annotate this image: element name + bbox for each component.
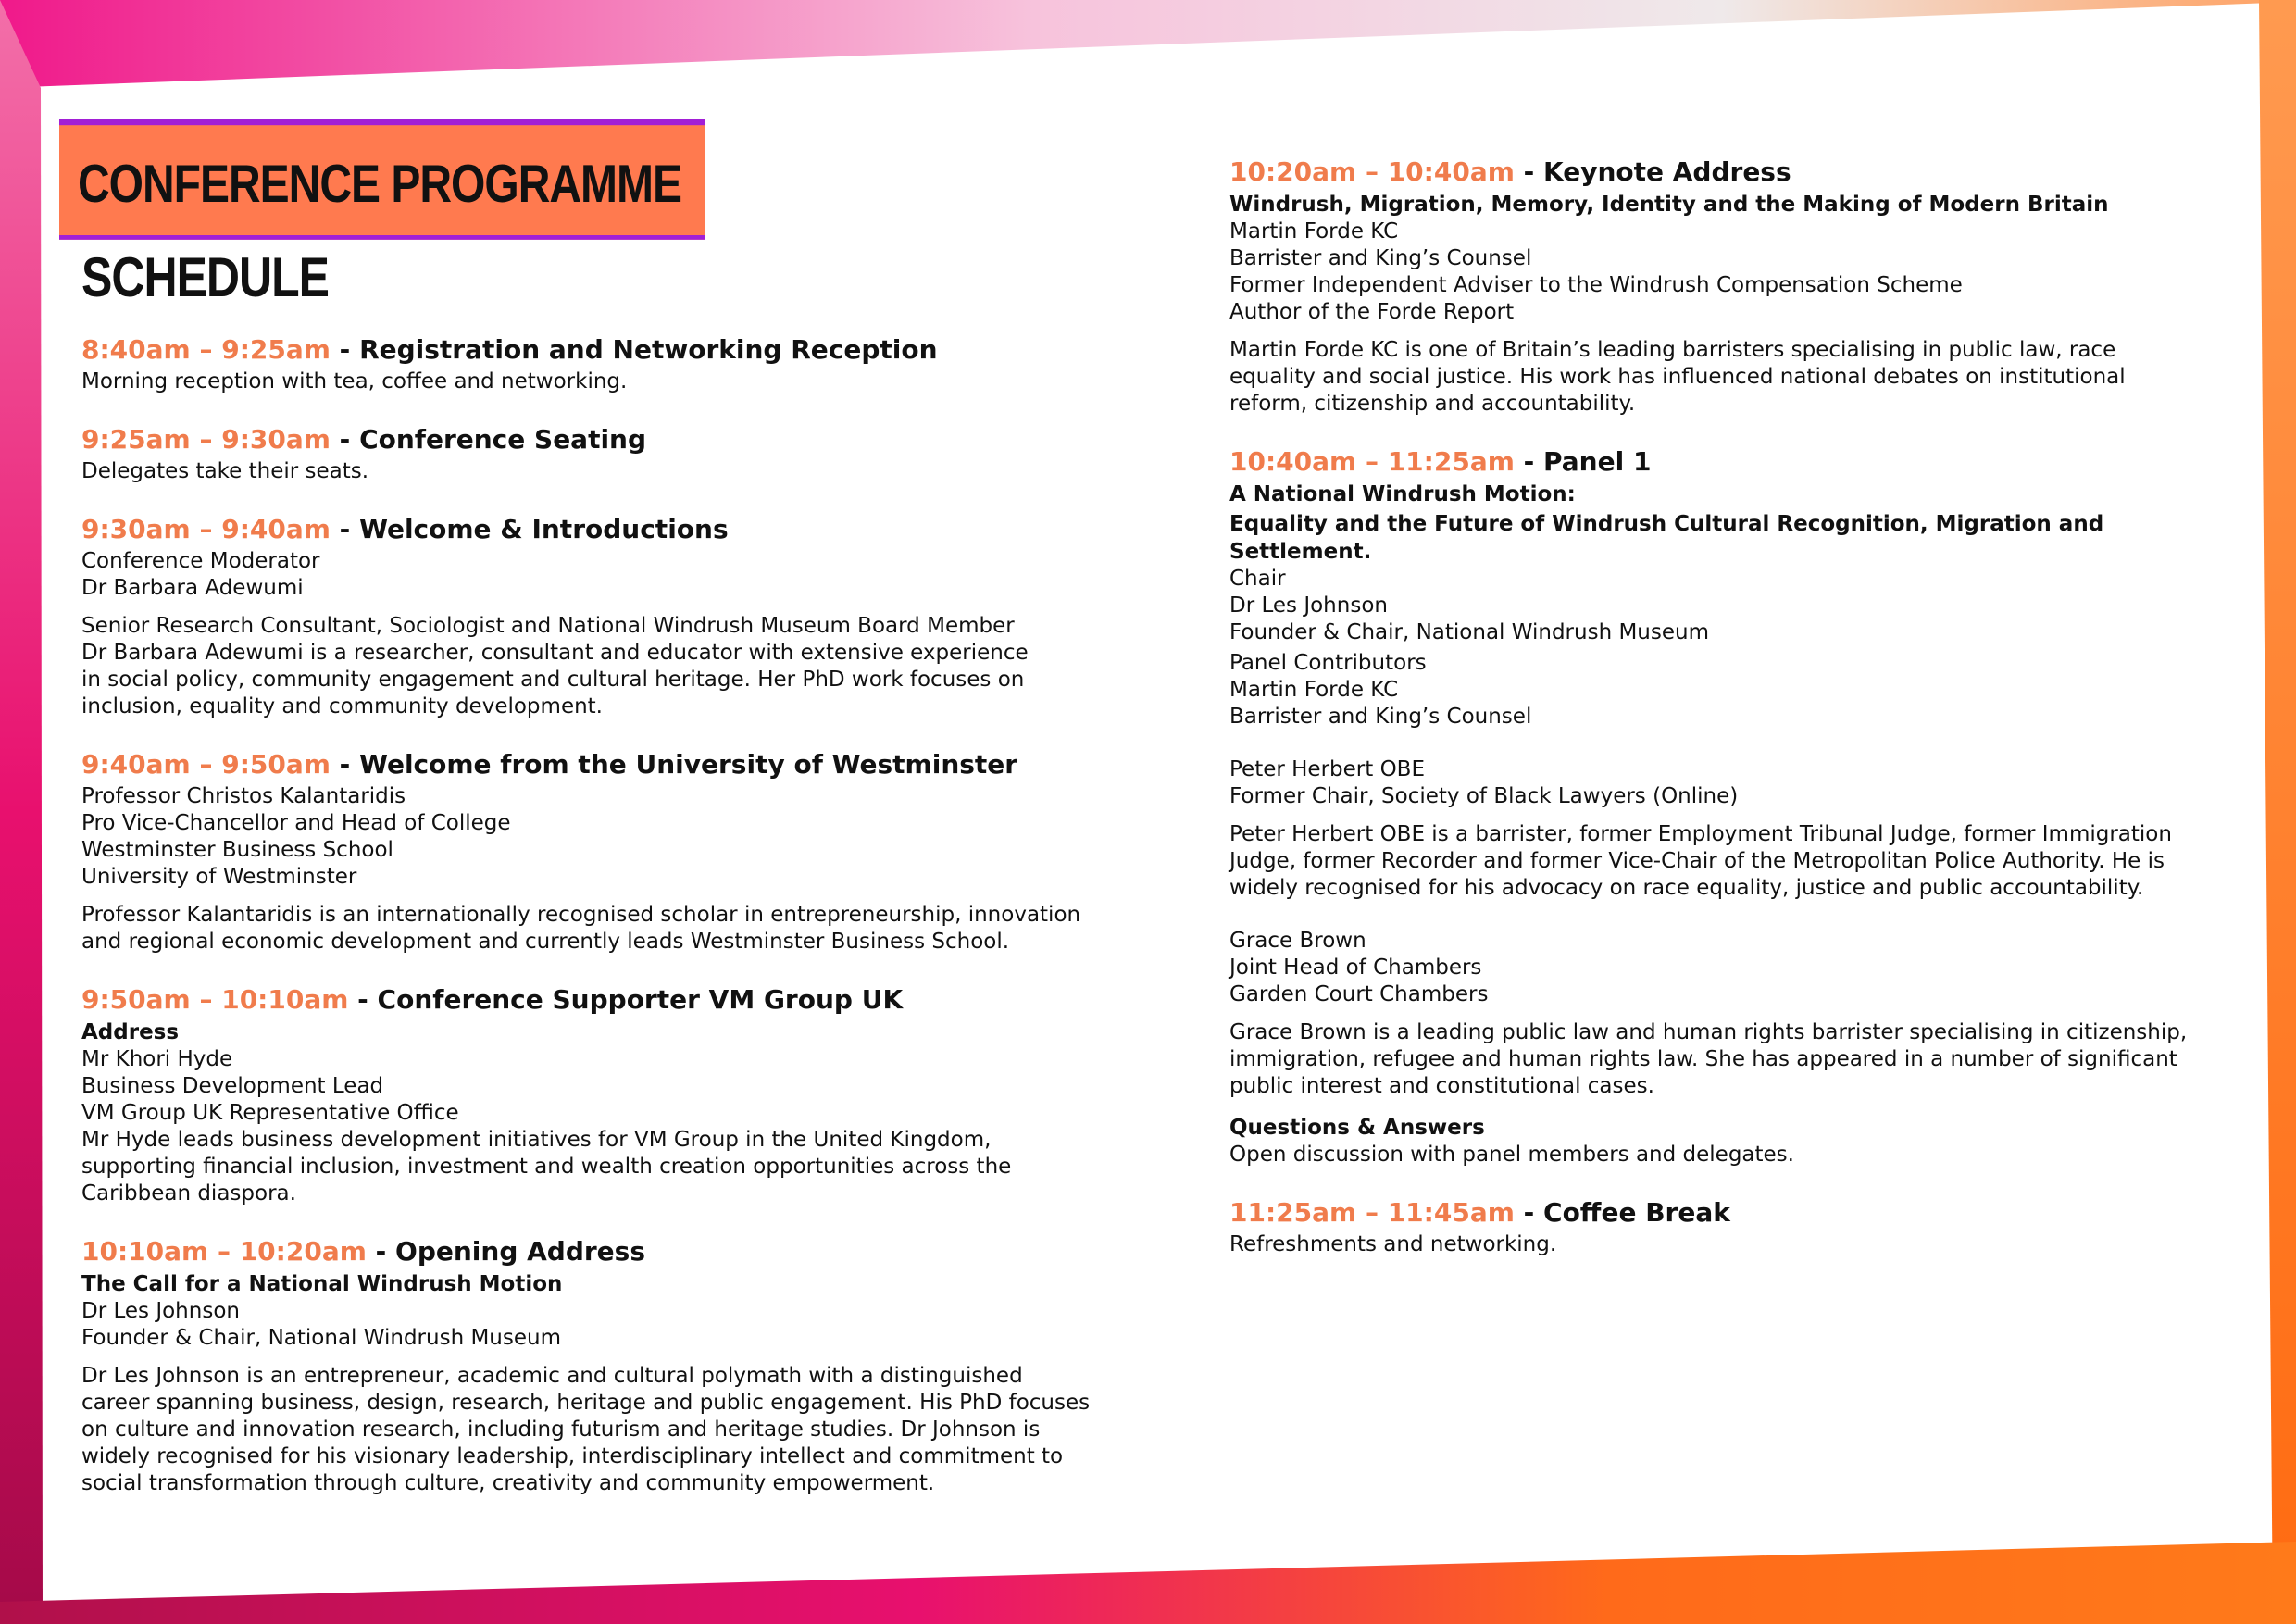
session-title: Welcome from the University of Westminster: [359, 749, 1018, 780]
session-heading: [1229, 156, 2202, 189]
spacer: [1229, 731, 2202, 756]
speaker-role: Joint Head of Chambers: [1229, 956, 1482, 980]
session-time: 9:40am – 9:50am: [81, 749, 331, 780]
speaker-role: University of Westminster: [81, 865, 357, 889]
bio-line: Peter Herbert OBE is a barrister, former Employment Tribunal Judge, former Immigration: [1229, 822, 2172, 846]
session-heading: [81, 513, 1100, 546]
speaker-name: Mr Khori Hyde: [81, 1047, 233, 1071]
session-separator: -: [366, 1236, 396, 1267]
speaker-role: Author of the Forde Report: [1229, 300, 1515, 324]
session-separator: -: [330, 514, 360, 544]
speaker-role: Garden Court Chambers: [1229, 982, 1489, 1006]
speaker-role: Conference Moderator: [81, 549, 320, 573]
bio-line: inclusion, equality and community development.: [81, 694, 603, 718]
bio-line: widely recognised for his visionary leadership, interdisciplinary intellect and commitment to: [81, 1444, 1064, 1468]
speaker-bio: [1229, 337, 2202, 418]
speaker-bio: [81, 613, 1100, 720]
speaker-name: Martin Forde KC: [1229, 219, 1399, 244]
speaker-role: Barrister and King’s Counsel: [1229, 246, 1532, 270]
chair-role: Founder & Chair, National Windrush Museum: [1229, 620, 1709, 644]
speaker-name: Grace Brown: [1229, 929, 1366, 953]
session-title: Conference Seating: [359, 424, 647, 455]
session-heading: [1229, 1196, 2202, 1230]
speaker-role: Barrister and King’s Counsel: [1229, 705, 1532, 729]
session-subtitle: Windrush, Migration, Memory, Identity and the Making of Modern Britain: [1229, 193, 2109, 217]
spacer: [1229, 902, 2202, 928]
right-column: [1229, 156, 2202, 1286]
bio-line: public interest and constitutional cases.: [1229, 1074, 1654, 1098]
bio-line: Martin Forde KC is one of Britain’s leading barristers specialising in public law, race: [1229, 338, 2116, 362]
left-column: [81, 333, 1100, 1525]
session-title: Registration and Networking Reception: [359, 334, 938, 365]
session-opening-address: [81, 1235, 1100, 1497]
speaker-role: Business Development Lead: [81, 1074, 384, 1098]
session-description: Delegates take their seats.: [81, 459, 369, 483]
speaker-role: Former Independent Adviser to the Windrush Compensation Scheme: [1229, 273, 1963, 297]
session-time: 9:25am – 9:30am: [81, 424, 331, 455]
page-header: [78, 119, 705, 309]
speaker-name: Peter Herbert OBE: [1229, 757, 1425, 781]
session-separator: -: [330, 749, 360, 780]
session-description: Morning reception with tea, coffee and networking.: [81, 369, 628, 394]
session-heading: [81, 1235, 1100, 1268]
session-westminster-welcome: [81, 748, 1100, 956]
bio-line: Grace Brown is a leading public law and human rights barrister specialising in citizenship,: [1229, 1020, 2188, 1044]
session-separator: -: [330, 334, 360, 365]
session-subtitle: Address: [81, 1020, 180, 1044]
bio-line: Mr Hyde leads business development initiatives for VM Group in the United Kingdom,: [81, 1128, 992, 1152]
session-subtitle: The Call for a National Windrush Motion: [81, 1272, 563, 1296]
session-separator: -: [348, 984, 378, 1015]
chair-name: Dr Les Johnson: [1229, 593, 1388, 618]
bio-line: Caribbean diaspora.: [81, 1181, 296, 1206]
session-heading: [81, 423, 1100, 456]
session-title: Keynote Address: [1543, 156, 1791, 187]
speaker-name: Dr Les Johnson: [81, 1299, 240, 1323]
session-keynote: [1229, 156, 2202, 418]
session-time: 10:10am – 10:20am: [81, 1236, 367, 1267]
bio-line: social transformation through culture, creativity and community empowerment.: [81, 1471, 935, 1495]
bio-line: Dr Les Johnson is an entrepreneur, academic and cultural polymath with a distinguished: [81, 1364, 1023, 1388]
speaker-role: VM Group UK Representative Office: [81, 1101, 459, 1125]
session-coffee-break: [1229, 1196, 2202, 1258]
bio-line: reform, citizenship and accountability.: [1229, 392, 1636, 416]
qa-description: Open discussion with panel members and delegates.: [1229, 1143, 1794, 1167]
speaker-role: Former Chair, Society of Black Lawyers (Online): [1229, 784, 1739, 808]
speaker-bio: [1229, 821, 2202, 902]
session-separator: -: [1514, 446, 1544, 477]
bio-line: Dr Barbara Adewumi is a researcher, consultant and educator with extensive experience: [81, 641, 1029, 665]
bio-line: on culture and innovation research, including futurism and heritage studies. Dr Johnson is: [81, 1418, 1041, 1442]
session-time: 11:25am – 11:45am: [1229, 1197, 1515, 1228]
bio-line: Judge, former Recorder and former Vice-Chair of the Metropolitan Police Authority. He is: [1229, 849, 2165, 873]
session-heading: [81, 333, 1100, 367]
session-welcome: [81, 513, 1100, 720]
session-separator: -: [1514, 1197, 1544, 1228]
session-subtitle: Equality and the Future of Windrush Cultural Recognition, Migration and Settlement.: [1229, 512, 2104, 564]
speaker-bio: [81, 1363, 1100, 1497]
speaker-name: Martin Forde KC: [1229, 678, 1399, 702]
session-description: Refreshments and networking.: [1229, 1232, 1557, 1256]
session-time: 9:30am – 9:40am: [81, 514, 331, 544]
session-separator: -: [330, 424, 360, 455]
session-heading: [81, 748, 1100, 781]
programme-title: CONFERENCE PROGRAMME: [59, 119, 705, 240]
bio-line: Senior Research Consultant, Sociologist and National Windrush Museum Board Member: [81, 614, 1015, 638]
qa-title: Questions & Answers: [1229, 1116, 1485, 1140]
speaker-role: Pro Vice-Chancellor and Head of College: [81, 811, 511, 835]
schedule-title: SCHEDULE: [81, 246, 330, 309]
session-registration: [81, 333, 1100, 395]
bio-line: in social policy, community engagement and cultural heritage. Her PhD work focuses on: [81, 668, 1025, 692]
speaker-bio: [81, 902, 1100, 956]
speaker-name: Dr Barbara Adewumi: [81, 576, 304, 600]
session-time: 8:40am – 9:25am: [81, 334, 331, 365]
contributors-label: Panel Contributors: [1229, 651, 1427, 675]
bio-line: supporting financial inclusion, investment and wealth creation opportunities across the: [81, 1155, 1012, 1179]
session-title: Panel 1: [1543, 446, 1652, 477]
session-title: Opening Address: [395, 1236, 645, 1267]
bio-line: career spanning business, design, research, heritage and public engagement. His PhD focuses: [81, 1391, 1091, 1415]
session-time: 10:40am – 11:25am: [1229, 446, 1515, 477]
session-heading: [1229, 445, 2202, 479]
session-supporter: [81, 983, 1100, 1207]
session-title: Conference Supporter VM Group UK: [377, 984, 904, 1015]
bio-line: equality and social justice. His work has influenced national debates on institutional: [1229, 365, 2126, 389]
bio-line: Professor Kalantaridis is an internationally recognised scholar in entrepreneurship, innovation: [81, 903, 1081, 927]
chair-label: Chair: [1229, 567, 1286, 591]
speaker-name: Professor Christos Kalantaridis: [81, 784, 406, 808]
speaker-role: Founder & Chair, National Windrush Museum: [81, 1326, 561, 1350]
session-title: Welcome & Introductions: [359, 514, 729, 544]
bio-line: immigration, refugee and human rights law. She has appeared in a number of significant: [1229, 1047, 2177, 1071]
session-separator: -: [1514, 156, 1544, 187]
session-panel-1: [1229, 445, 2202, 1168]
session-time: 9:50am – 10:10am: [81, 984, 349, 1015]
session-title: Coffee Break: [1543, 1197, 1730, 1228]
session-heading: [81, 983, 1100, 1017]
speaker-role: Westminster Business School: [81, 838, 393, 862]
session-seating: [81, 423, 1100, 485]
speaker-bio: [1229, 1019, 2202, 1100]
bio-line: widely recognised for his advocacy on race equality, justice and public accountability.: [1229, 876, 2144, 900]
session-time: 10:20am – 10:40am: [1229, 156, 1515, 187]
bio-line: and regional economic development and currently leads Westminster Business School.: [81, 930, 1010, 954]
session-subtitle: A National Windrush Motion:: [1229, 482, 1576, 506]
